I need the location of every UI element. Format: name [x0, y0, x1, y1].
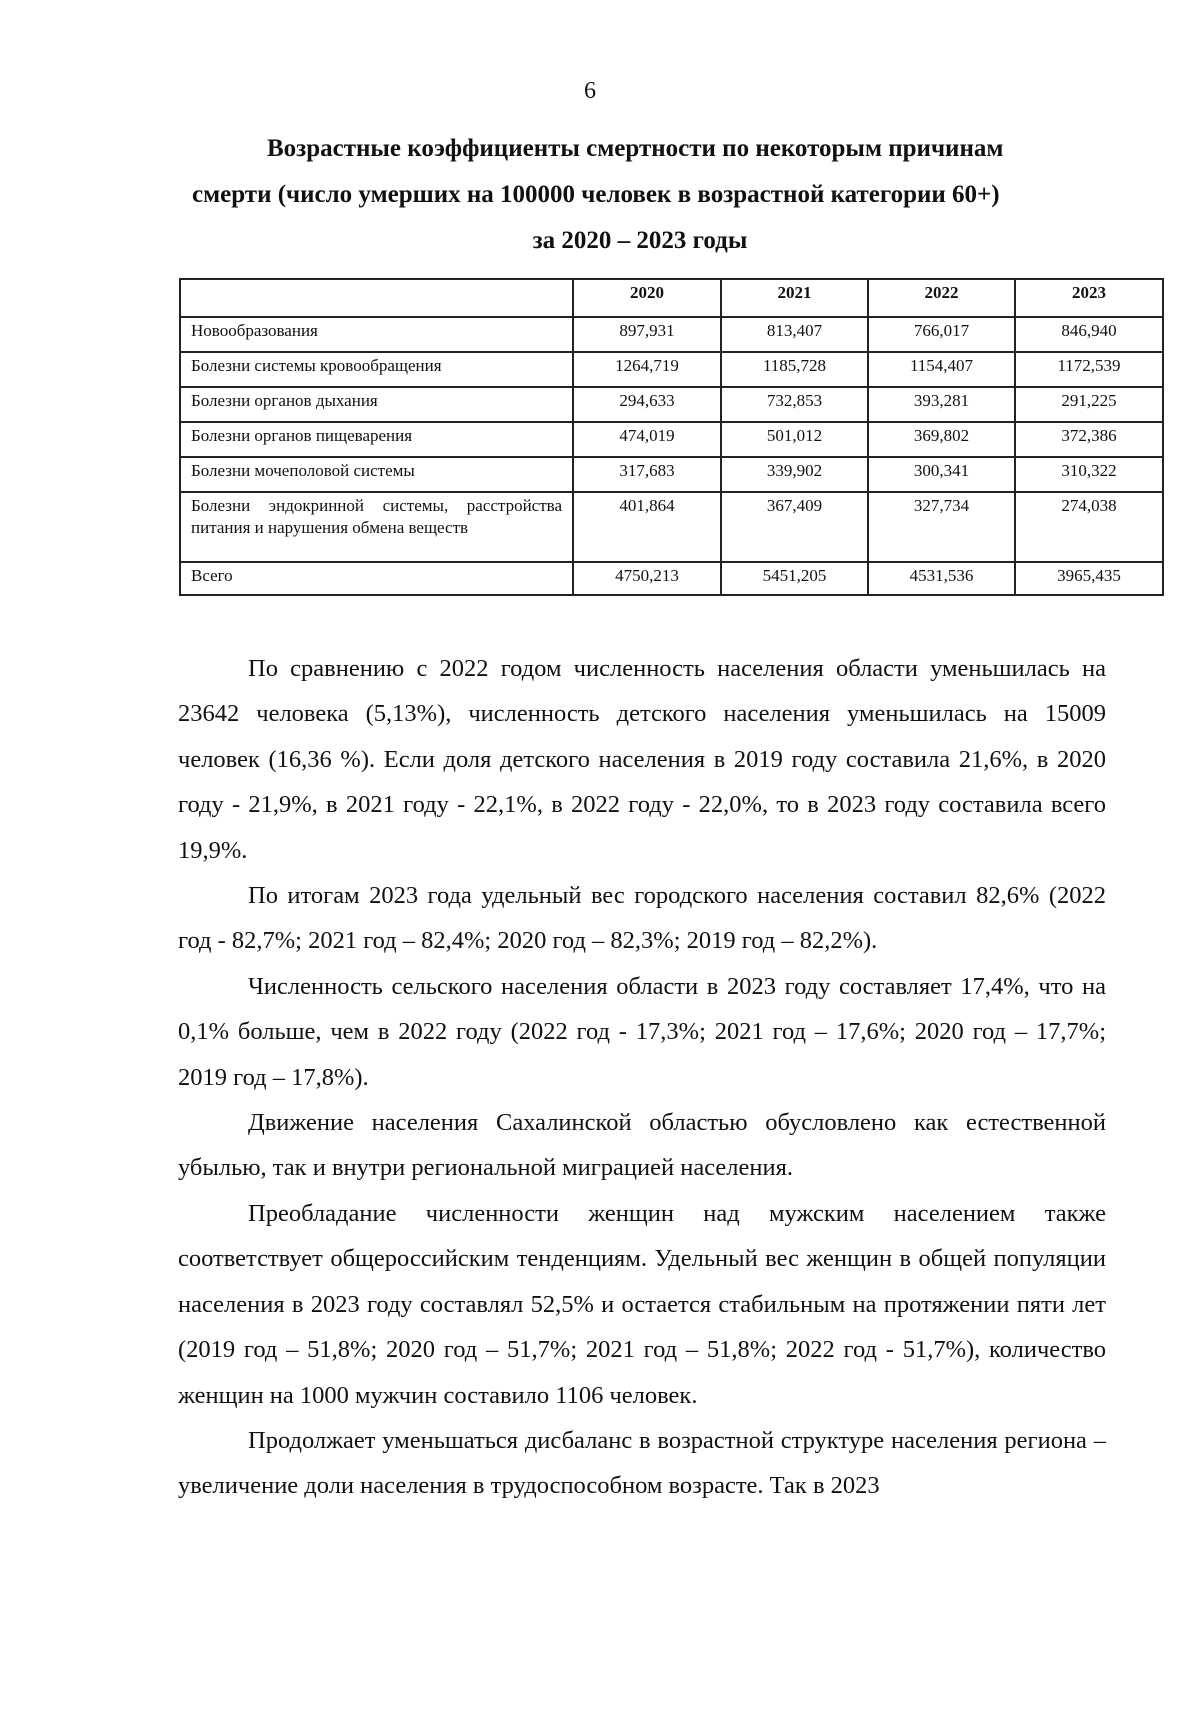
row-label: Новообразования: [180, 317, 573, 352]
paragraph: Преобладание численности женщин над мужским населением также соответствует общероссийским тенденциям. Удельный вес женщин в общей популяции населения в 2023 году составлял 52,5% и остается стабильным на протяжении пяти лет (2019 год – 51,8%; 2020 год – 51,7%; 2021 год – 51,8%; 2022 год - 51,7%), количество женщин на 1000 мужчин составило 1106 человек.: [178, 1199, 1106, 1409]
table-header-row: [180, 279, 1163, 317]
table-cell: 4750,213: [573, 562, 721, 595]
row-label: Болезни мочеполовой системы: [180, 457, 573, 492]
table-cell: 294,633: [573, 387, 721, 422]
table-row: [180, 387, 1163, 422]
mortality-table: [179, 278, 1164, 596]
table-cell: 310,322: [1015, 457, 1163, 492]
table-cell: 1172,539: [1015, 352, 1163, 387]
row-label: Болезни органов пищеварения: [180, 422, 573, 457]
table-title-line-2: смерти (число умерших на 100000 человек в возрастной категории 60+): [192, 181, 1000, 208]
table-cell: 846,940: [1015, 317, 1163, 352]
table-cell: 1185,728: [721, 352, 868, 387]
table-cell: 327,734: [868, 492, 1015, 562]
table-cell: 401,864: [573, 492, 721, 562]
row-label: Всего: [180, 562, 573, 595]
row-label: Болезни эндокринной системы, расстройства питания и нарушения обмена веществ: [180, 492, 573, 562]
table-row: [180, 422, 1163, 457]
page-number: 6: [584, 78, 596, 104]
table-row-total: [180, 562, 1163, 595]
table-cell: 813,407: [721, 317, 868, 352]
paragraph: По сравнению с 2022 годом численность населения области уменьшилась на 23642 человека (5,13%), численность детского населения уменьшилась на 15009 человек (16,36 %). Если доля детского населения в 2019 году составила 21,6%, в 2020 году - 21,9%, в 2021 году - 22,1%, в 2022 году - 22,0%, то в 2023 году составила всего 19,9%.: [178, 655, 1106, 864]
table-cell: 3965,435: [1015, 562, 1163, 595]
table-row: [180, 492, 1163, 562]
table-title-line-3: за 2020 – 2023 годы: [532, 227, 748, 254]
table-cell: 372,386: [1015, 422, 1163, 457]
table-row: [180, 352, 1163, 387]
table-cell: 291,225: [1015, 387, 1163, 422]
row-label: Болезни органов дыхания: [180, 387, 573, 422]
paragraph: Продолжает уменьшаться дисбаланс в возрастной структуре населения региона – увеличение доли населения в трудоспособном возрасте. Так в 2023: [178, 1426, 1106, 1500]
table-title: [175, 126, 1105, 264]
table-cell: 1264,719: [573, 352, 721, 387]
table-cell: 317,683: [573, 457, 721, 492]
table-cell: 897,931: [573, 317, 721, 352]
table-header-cell: [180, 279, 573, 317]
row-label: Болезни системы кровообращения: [180, 352, 573, 387]
table-cell: 766,017: [868, 317, 1015, 352]
table-cell: 474,019: [573, 422, 721, 457]
table-cell: 339,902: [721, 457, 868, 492]
table-title-line-1: Возрастные коэффициенты смертности по некоторым причинам: [267, 135, 1004, 162]
table-cell: 732,853: [721, 387, 868, 422]
table-header-cell: 2021: [721, 279, 868, 317]
table-header-cell: 2020: [573, 279, 721, 317]
table-row: [180, 317, 1163, 352]
table-cell: 369,802: [868, 422, 1015, 457]
table-cell: 367,409: [721, 492, 868, 562]
table-cell: 274,038: [1015, 492, 1163, 562]
table-row: [180, 457, 1163, 492]
table-header-cell: 2023: [1015, 279, 1163, 317]
paragraph: Численность сельского населения области в 2023 году составляет 17,4%, что на 0,1% больше, чем в 2022 году (2022 год - 17,3%; 2021 год – 17,6%; 2020 год – 17,7%; 2019 год – 17,8%).: [178, 972, 1106, 1091]
table-cell: 300,341: [868, 457, 1015, 492]
body-text: [178, 646, 1106, 1509]
paragraph: Движение населения Сахалинской областью обусловлено как естественной убылью, так и внутри региональной миграцией населения.: [178, 1109, 1106, 1182]
table-cell: 393,281: [868, 387, 1015, 422]
table-cell: 1154,407: [868, 352, 1015, 387]
table-cell: 5451,205: [721, 562, 868, 595]
table-cell: 4531,536: [868, 562, 1015, 595]
table-header-cell: 2022: [868, 279, 1015, 317]
table-cell: 501,012: [721, 422, 868, 457]
paragraph: По итогам 2023 года удельный вес городского населения составил 82,6% (2022 год - 82,7%; 2021 год – 82,4%; 2020 год – 82,3%; 2019 год – 82,2%).: [178, 882, 1106, 955]
